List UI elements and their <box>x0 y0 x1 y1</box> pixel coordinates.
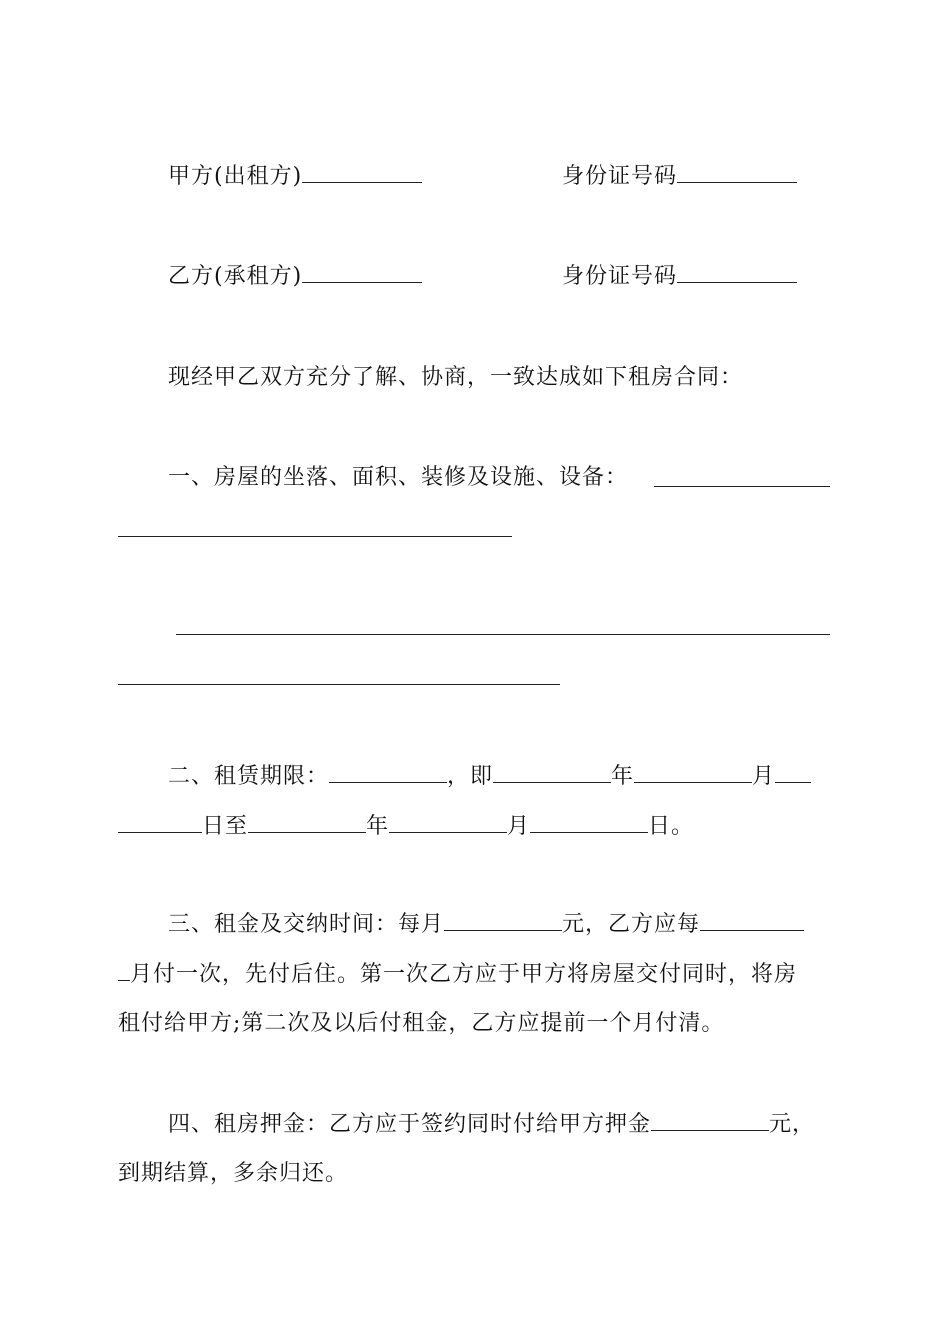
start-day-field-part1[interactable] <box>775 762 811 783</box>
clause3-line2-text: 月付一次，先付后住。第一次乙方应于甲方将房屋交付同时，将房 <box>130 962 798 987</box>
start-year-unit: 年 <box>611 764 635 789</box>
end-month-unit: 月 <box>507 814 531 839</box>
party-b-name-field[interactable] <box>302 262 422 283</box>
party-a-id-label: 身份证号码 <box>562 164 678 189</box>
clause3-label: 三、租金及交纳时间：每月 <box>168 912 445 937</box>
clause1-fill-line-4[interactable] <box>118 684 560 685</box>
clause2-label: 二、租赁期限： <box>168 764 330 789</box>
clause3-line1 <box>168 910 804 939</box>
lease-term-field[interactable] <box>329 762 447 783</box>
clause4-unit: 元， <box>769 1112 816 1137</box>
clause4-line1 <box>168 1110 815 1139</box>
start-month-field[interactable] <box>634 762 752 783</box>
clause1-text: 一、房屋的坐落、面积、装修及设施、设备： <box>168 465 629 490</box>
clause3-line3: 租付给甲方;第二次及以后付租金，乙方应提前一个月付清。 <box>118 1011 725 1036</box>
deposit-field[interactable] <box>651 1110 769 1131</box>
party-a-id-field[interactable] <box>677 162 797 183</box>
clause1-fill-line-1[interactable] <box>654 486 830 487</box>
end-year-unit: 年 <box>366 814 390 839</box>
start-day-unit: 日至 <box>202 814 249 839</box>
clause2-line2 <box>118 812 694 841</box>
intro-text: 现经甲乙双方充分了解、协商，一致达成如下租房合同： <box>168 365 744 390</box>
party-a-name-field[interactable] <box>302 162 422 183</box>
clause3-line2 <box>118 960 797 989</box>
party-a-id-row <box>562 162 797 191</box>
clause1-fill-line-3[interactable] <box>176 634 830 635</box>
clause2-sep: ，即 <box>447 764 494 789</box>
end-day-field[interactable] <box>530 812 648 833</box>
party-b-row <box>168 262 422 291</box>
party-a-label: 甲方(出租方) <box>168 164 303 189</box>
party-b-label: 乙方(承租方) <box>168 264 303 289</box>
payment-interval-field-part2[interactable] <box>118 960 130 981</box>
clause4-label: 四、租房押金：乙方应于签约同时付给甲方押金 <box>168 1112 652 1137</box>
party-b-id-row <box>562 262 797 291</box>
end-day-unit: 日。 <box>648 814 695 839</box>
start-year-field[interactable] <box>493 762 611 783</box>
clause4-line2: 到期结算，多余归还。 <box>118 1161 349 1186</box>
start-month-unit: 月 <box>752 764 776 789</box>
party-b-id-label: 身份证号码 <box>562 264 678 289</box>
clause2-line1 <box>168 762 811 791</box>
payment-interval-field-part1[interactable] <box>700 910 804 931</box>
monthly-rent-field[interactable] <box>444 910 562 931</box>
party-b-id-field[interactable] <box>677 262 797 283</box>
end-month-field[interactable] <box>389 812 507 833</box>
start-day-field-part2[interactable] <box>118 812 202 833</box>
clause1-fill-line-2[interactable] <box>118 536 512 537</box>
end-year-field[interactable] <box>248 812 366 833</box>
clause3-mid: 元，乙方应每 <box>562 912 701 937</box>
party-a-row <box>168 162 422 191</box>
